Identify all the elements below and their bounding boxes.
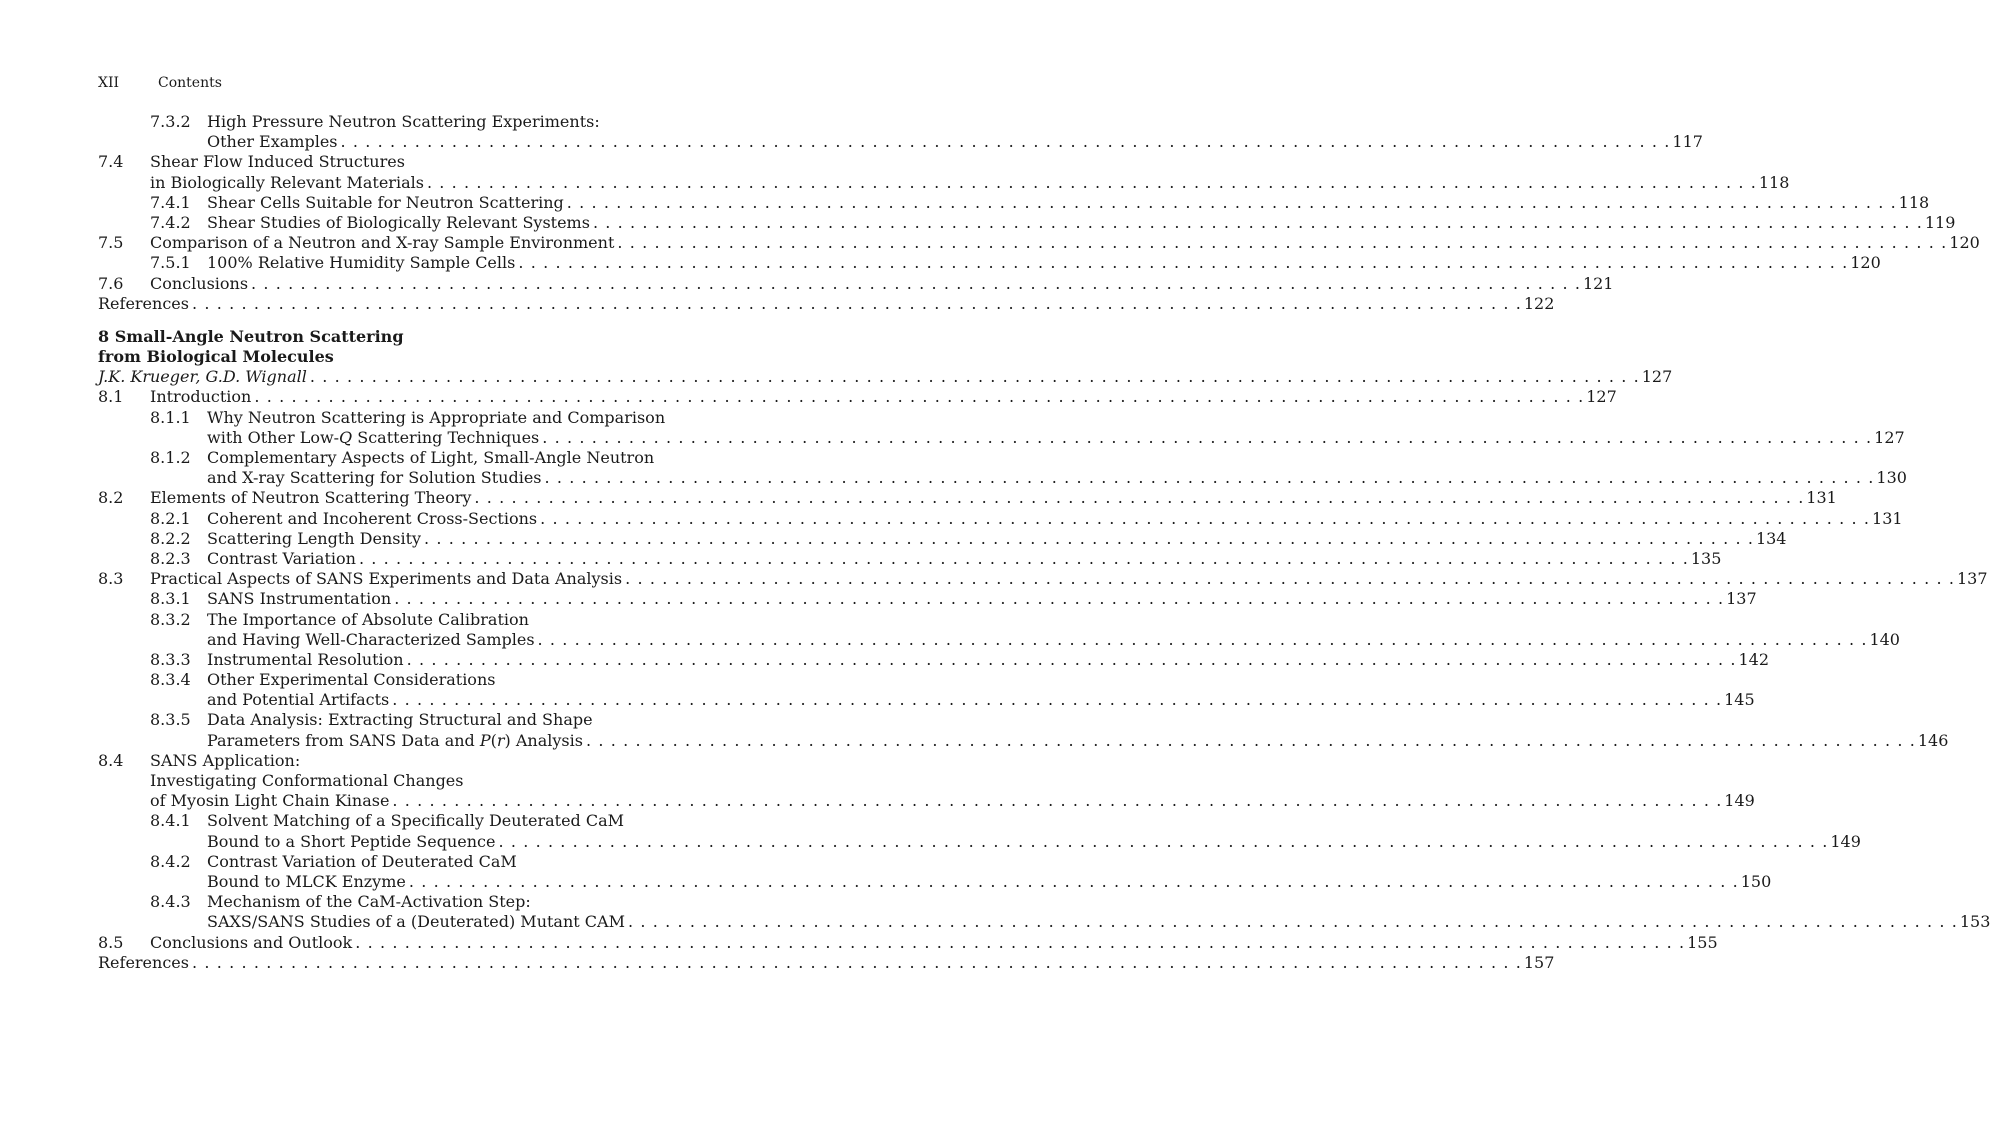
chapter-8-authors[interactable] (98, 367, 1673, 387)
dot-leader (251, 274, 1580, 294)
toc-entry-8-2[interactable] (98, 488, 1837, 508)
toc-entry-8-4-3-cont[interactable] (98, 912, 1990, 932)
toc-entry-8-3-5[interactable] (98, 710, 722, 730)
section-number: 8.4.3 (150, 892, 191, 912)
dot-leader (254, 387, 1583, 407)
dot-leader (593, 213, 1922, 233)
page-number: 120 (1949, 233, 1980, 253)
section-number: 8.1.2 (150, 448, 191, 467)
section-title: Solvent Matching of a Specifically Deuterated CaM (207, 811, 625, 831)
math-symbol-r: r (496, 730, 505, 750)
section-number: 8.4.2 (150, 851, 191, 871)
chapter-8-title-line-2[interactable]: from Biological Molecules (98, 347, 334, 367)
section-number: 7.4.2 (150, 212, 191, 232)
toc-entry-8-4-1[interactable] (98, 811, 722, 831)
dot-leader (498, 832, 1827, 852)
section-number: 8.3.2 (150, 609, 191, 629)
page-number: 157 (1523, 952, 1555, 972)
dot-leader (567, 193, 1896, 213)
toc-entry-7-5[interactable] (98, 233, 1980, 253)
running-head (98, 75, 222, 91)
dot-leader (409, 872, 1738, 892)
section-title (207, 731, 583, 751)
page-number: 127 (1586, 387, 1617, 407)
title-part: Parameters from SANS Data and (207, 730, 480, 750)
section-title: and Potential Artifacts (207, 690, 390, 710)
toc-entry-7-5-1[interactable] (98, 253, 1881, 273)
dot-leader (407, 650, 1736, 670)
section-number: 7.5.1 (150, 253, 191, 273)
page-number: 118 (1758, 172, 1790, 192)
page-number: 127 (1641, 367, 1673, 387)
section-title: The Importance of Absolute Calibration (207, 609, 529, 629)
toc-entry-7-4[interactable] (98, 152, 722, 172)
section-title: Mechanism of the CaM-Activation Step: (207, 892, 531, 912)
title-part: with Other Low- (207, 427, 340, 447)
toc-entry-references-ch7[interactable] (98, 293, 1555, 314)
toc-entry-7-6[interactable] (98, 273, 1614, 294)
toc-entry-8-3-3[interactable] (98, 649, 1770, 670)
section-title: Contrast Variation of Deuterated CaM (207, 851, 517, 871)
toc-entry-8-4-cont-2[interactable] (98, 791, 1755, 811)
dot-leader (392, 791, 1721, 811)
math-symbol-p: P (479, 730, 491, 750)
dot-leader (518, 253, 1847, 273)
chapter-spacer (98, 314, 722, 327)
page-number: 131 (1872, 508, 1903, 528)
dot-leader (586, 731, 1915, 751)
section-title: SANS Instrumentation (207, 589, 392, 609)
section-title: and X-ray Scattering for Solution Studies (207, 468, 542, 488)
section-title: Other Examples (207, 132, 338, 152)
title-part: Scattering Techniques (352, 427, 540, 447)
author-names: J.K. Krueger, G.D. Wignall (98, 367, 307, 387)
running-head-label: Contents (158, 75, 222, 91)
section-number: 8.2.1 (150, 508, 191, 528)
section-number: 8.3.3 (150, 649, 191, 669)
page-number: 145 (1724, 690, 1755, 710)
section-title: Introduction (150, 387, 252, 407)
toc-entry-8-1-1[interactable] (98, 408, 722, 428)
section-number: 8.3 (98, 569, 124, 589)
dot-leader (540, 509, 1869, 529)
page-number: 127 (1874, 427, 1905, 447)
page-number: 134 (1755, 528, 1787, 548)
toc-entry-8-4[interactable] (98, 751, 722, 771)
toc-entry-8-4-3[interactable] (98, 892, 722, 912)
section-number: 7.4.1 (150, 192, 191, 212)
toc-entry-8-3[interactable] (98, 569, 1988, 589)
section-number: 8.4 (98, 750, 124, 770)
section-title: Instrumental Resolution (207, 649, 404, 669)
section-title: References (98, 293, 189, 313)
chapter-8-title-line-1[interactable]: 8 Small-Angle Neutron Scattering (98, 326, 404, 346)
section-number: 7.6 (98, 273, 124, 293)
section-title: Conclusions (150, 273, 249, 293)
toc-entry-8-2-3[interactable] (98, 548, 1722, 569)
section-title: Bound to a Short Peptide Sequence (207, 831, 496, 851)
section-number: 8.3.5 (150, 710, 191, 730)
toc-entry-8-3-1[interactable] (98, 589, 1757, 609)
section-title: Shear Cells Suitable for Neutron Scattering (207, 192, 564, 212)
section-number: 8.2.3 (150, 548, 191, 568)
dot-leader (192, 294, 1521, 314)
section-title: Conclusions and Outlook (150, 932, 353, 952)
section-title: Elements of Neutron Scattering Theory (150, 488, 472, 508)
toc-entry-7-3-2-cont[interactable] (98, 132, 1703, 152)
dot-leader (359, 549, 1688, 569)
page-number: 131 (1806, 488, 1837, 508)
page-number: 130 (1876, 468, 1907, 488)
page-roman-number: XII (98, 75, 120, 91)
toc-entry-8-3-2-cont[interactable] (98, 629, 1900, 650)
section-title: Coherent and Incoherent Cross-Sections (207, 508, 538, 528)
section-title: Practical Aspects of SANS Experiments and Data Analysis (150, 569, 623, 589)
toc-entry-8-1-1-cont[interactable] (98, 427, 1905, 448)
section-title: Shear Studies of Biologically Relevant Systems (207, 212, 590, 232)
math-symbol-q: Q (339, 427, 353, 447)
toc-entry-7-4-1[interactable] (98, 192, 1930, 213)
page-number: 137 (1726, 589, 1757, 609)
page-number: 149 (1724, 791, 1755, 811)
toc-entry-8-3-5-cont[interactable] (98, 730, 1949, 751)
section-number: 8.2 (98, 488, 124, 508)
toc-entry-8-1-2[interactable] (98, 448, 722, 468)
dot-leader (625, 569, 1954, 589)
dot-leader (394, 589, 1723, 609)
toc-entry-8-3-2[interactable] (98, 610, 722, 630)
dot-leader (542, 428, 1871, 448)
toc-entry-8-3-4[interactable] (98, 670, 722, 690)
section-title: in Biologically Relevant Materials (150, 172, 424, 192)
section-number: 8.4.1 (150, 811, 191, 831)
page-number: 153 (1959, 912, 1990, 932)
dot-leader (545, 468, 1874, 488)
page-number: 137 (1956, 569, 1988, 589)
section-title: Scattering Length Density (207, 528, 422, 548)
toc-entry-8-5[interactable] (98, 932, 1718, 953)
section-title: Data Analysis: Extracting Structural and Shape (207, 710, 593, 730)
section-title: High Pressure Neutron Scattering Experiments: (207, 112, 600, 131)
section-title: Other Experimental Considerations (207, 670, 496, 690)
toc-entry-7-3-2[interactable] (98, 112, 722, 132)
section-number: 7.3.2 (150, 112, 191, 131)
section-number: 8.5 (98, 932, 124, 952)
dot-leader (617, 233, 1946, 253)
toc-entry-8-2-1[interactable] (98, 508, 1903, 529)
dot-leader (392, 690, 1721, 710)
title-part: ) Analysis (504, 730, 583, 750)
section-title: Investigating Conformational Changes (150, 771, 464, 790)
section-number: 8.2.2 (150, 528, 191, 548)
toc-entry-8-4-2-cont[interactable] (98, 871, 1772, 892)
page-number: 117 (1672, 132, 1703, 152)
page-number: 150 (1740, 871, 1772, 891)
toc-entry-8-4-2[interactable] (98, 852, 722, 872)
section-title: Comparison of a Neutron and X-ray Sample Environment (150, 233, 615, 253)
section-title (207, 428, 539, 448)
toc-entry-7-4-2[interactable] (98, 212, 1956, 233)
page-number: 122 (1523, 293, 1555, 313)
section-number: 8.3.4 (150, 670, 191, 690)
section-title: and Having Well-Characterized Samples (207, 629, 535, 649)
page-number: 135 (1690, 548, 1722, 568)
section-number: 8.3.1 (150, 589, 191, 609)
page-number: 149 (1830, 831, 1861, 851)
toc-entry-7-4-cont[interactable] (98, 172, 1790, 193)
page-number: 119 (1924, 212, 1956, 232)
section-title: Contrast Variation (207, 548, 356, 568)
toc-entry-8-3-4-cont[interactable] (98, 690, 1755, 710)
dot-leader (474, 488, 1803, 508)
section-title: SAXS/SANS Studies of a (Deuterated) Mutant CAM (207, 912, 625, 932)
section-number: 7.4 (98, 152, 124, 172)
toc-entry-8-1-2-cont[interactable] (98, 468, 1907, 488)
page-number: 142 (1738, 649, 1770, 669)
page-number: 140 (1869, 629, 1900, 649)
table-of-contents (98, 112, 1990, 973)
dot-leader (424, 529, 1753, 549)
toc-entry-8-4-1-cont[interactable] (98, 831, 1861, 852)
section-number: 8.1 (98, 387, 124, 407)
section-title: References (98, 952, 189, 972)
section-title: of Myosin Light Chain Kinase (150, 791, 390, 811)
section-title: Why Neutron Scattering is Appropriate and Comparison (207, 407, 666, 427)
dot-leader (538, 630, 1867, 650)
dot-leader (310, 367, 1639, 387)
dot-leader (355, 933, 1684, 953)
toc-entry-8-2-2[interactable] (98, 528, 1787, 549)
section-number: 8.1.1 (150, 407, 191, 427)
section-title: SANS Application: (150, 750, 301, 770)
page-number: 118 (1898, 192, 1930, 212)
dot-leader (628, 912, 1957, 932)
toc-entry-8-4-cont-1[interactable] (98, 771, 722, 791)
dot-leader (427, 173, 1756, 193)
page-number: 155 (1687, 932, 1718, 952)
title-part: ( (490, 730, 497, 750)
section-number: 7.5 (98, 233, 124, 253)
section-title: Shear Flow Induced Structures (150, 152, 405, 172)
page-number: 120 (1850, 253, 1881, 273)
section-title: Bound to MLCK Enzyme (207, 871, 406, 891)
section-title: Complementary Aspects of Light, Small-Angle Neutron (207, 448, 655, 467)
section-title: 100% Relative Humidity Sample Cells (207, 253, 516, 273)
toc-entry-8-1[interactable] (98, 387, 1617, 407)
page-number: 146 (1917, 730, 1949, 750)
dot-leader (192, 953, 1521, 973)
dot-leader (341, 132, 1670, 152)
page-number: 121 (1582, 273, 1614, 293)
toc-entry-references-ch8[interactable] (98, 952, 1555, 973)
